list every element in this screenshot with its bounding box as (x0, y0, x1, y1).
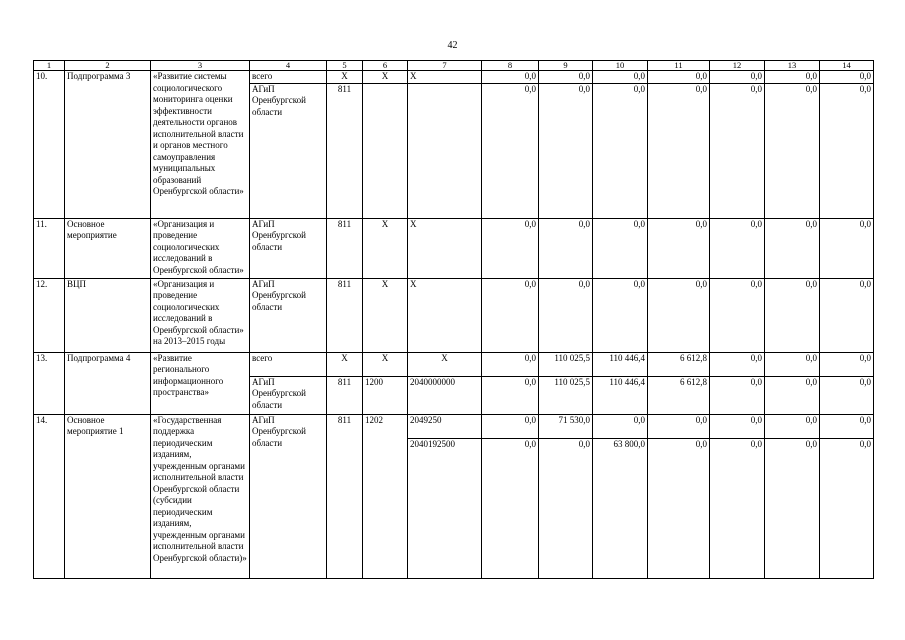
col6-cell: 1200 (363, 376, 408, 414)
value-cell: 0,0 (765, 438, 820, 578)
value-cell: 0,0 (482, 438, 539, 578)
row-type: Основное мероприятие 1 (65, 414, 151, 578)
value-cell: 0,0 (482, 218, 539, 278)
table-row (34, 278, 874, 352)
col6-cell (363, 83, 408, 218)
value-cell: 0,0 (710, 71, 765, 84)
row-type: Основное мероприятие (65, 218, 151, 278)
col6-cell: X (363, 218, 408, 278)
value-cell: 0,0 (482, 278, 539, 352)
row-type: ВЦП (65, 278, 151, 352)
value-cell: 0,0 (710, 438, 765, 578)
header-cell: 9 (539, 61, 593, 71)
value-cell: 0,0 (593, 218, 648, 278)
value-cell: 110 025,5 (539, 352, 593, 376)
executor: АГиП Оренбургской области (250, 278, 327, 352)
col7-cell: 2040000000 (408, 376, 482, 414)
col7-cell (408, 83, 482, 218)
col5-cell: 811 (327, 218, 363, 278)
row-title: «Развитие системы социологического мониторинга оценки эффективности деятельности органов исполнительной власти и органов местного самоуправления муниципальных образований Оренбургской области» (151, 71, 250, 219)
value-cell: 0,0 (593, 414, 648, 438)
col6-cell: X (363, 352, 408, 376)
value-cell: 0,0 (765, 278, 820, 352)
value-cell: 0,0 (648, 83, 710, 218)
value-cell: 0,0 (593, 83, 648, 218)
row-number: 12. (34, 278, 65, 352)
header-cell: 7 (408, 61, 482, 71)
value-cell: 0,0 (648, 438, 710, 578)
col7-cell: 2040192500 (408, 438, 482, 578)
header-cell: 2 (65, 61, 151, 71)
header-cell: 5 (327, 61, 363, 71)
value-cell: 6 612,8 (648, 376, 710, 414)
value-cell: 0,0 (482, 352, 539, 376)
value-cell: 0,0 (820, 438, 874, 578)
value-cell: 110 446,4 (593, 376, 648, 414)
value-cell: 0,0 (820, 83, 874, 218)
header-cell: 13 (765, 61, 820, 71)
value-cell: 0,0 (648, 71, 710, 84)
col6-cell: X (363, 71, 408, 84)
header-cell: 11 (648, 61, 710, 71)
executor: всего (250, 71, 327, 84)
page-number: 42 (447, 40, 458, 51)
col7-cell: X (408, 218, 482, 278)
value-cell: 0,0 (482, 376, 539, 414)
value-cell: 0,0 (710, 218, 765, 278)
value-cell: 71 530,0 (539, 414, 593, 438)
value-cell: 0,0 (593, 71, 648, 84)
col5-cell: 811 (327, 376, 363, 414)
header-cell: 1 (34, 61, 65, 71)
value-cell: 0,0 (820, 414, 874, 438)
executor: АГиП Оренбургской области (250, 83, 327, 218)
header-row (34, 61, 874, 71)
col5-cell: 811 (327, 278, 363, 352)
header-cell: 10 (593, 61, 648, 71)
header-cell: 12 (710, 61, 765, 71)
value-cell: 0,0 (710, 278, 765, 352)
table-row (34, 352, 874, 376)
col5-cell: X (327, 352, 363, 376)
header-cell: 14 (820, 61, 874, 71)
executor: АГиП Оренбургской области (250, 414, 327, 578)
value-cell: 0,0 (482, 83, 539, 218)
row-number: 14. (34, 414, 65, 578)
value-cell: 110 446,4 (593, 352, 648, 376)
col7-cell: X (408, 352, 482, 376)
executor: АГиП Оренбургской области (250, 376, 327, 414)
header-cell: 3 (151, 61, 250, 71)
table-row (34, 414, 874, 438)
value-cell: 6 612,8 (648, 352, 710, 376)
value-cell: 0,0 (539, 71, 593, 84)
value-cell: 0,0 (539, 278, 593, 352)
value-cell: 0,0 (710, 352, 765, 376)
value-cell: 0,0 (765, 218, 820, 278)
value-cell: 0,0 (648, 278, 710, 352)
value-cell: 0,0 (765, 71, 820, 84)
col5-cell: 811 (327, 414, 363, 578)
row-number: 10. (34, 71, 65, 219)
value-cell: 0,0 (820, 218, 874, 278)
value-cell: 0,0 (710, 83, 765, 218)
col6-cell: 1202 (363, 414, 408, 578)
value-cell: 110 025,5 (539, 376, 593, 414)
executor: АГиП Оренбургской области (250, 218, 327, 278)
col6-cell: X (363, 278, 408, 352)
value-cell: 0,0 (539, 83, 593, 218)
value-cell: 0,0 (648, 414, 710, 438)
header-cell: 6 (363, 61, 408, 71)
value-cell: 0,0 (710, 414, 765, 438)
value-cell: 0,0 (710, 376, 765, 414)
value-cell: 0,0 (820, 352, 874, 376)
budget-table (33, 60, 874, 579)
value-cell: 0,0 (593, 278, 648, 352)
col5-cell: X (327, 71, 363, 84)
value-cell: 0,0 (539, 218, 593, 278)
value-cell: 0,0 (482, 71, 539, 84)
row-type: Подпрограмма 4 (65, 352, 151, 414)
header-cell: 4 (250, 61, 327, 71)
value-cell: 0,0 (765, 83, 820, 218)
value-cell: 0,0 (820, 71, 874, 84)
col5-cell: 811 (327, 83, 363, 218)
value-cell: 0,0 (765, 414, 820, 438)
value-cell: 0,0 (648, 218, 710, 278)
row-type: Подпрограмма 3 (65, 71, 151, 219)
value-cell: 0,0 (539, 438, 593, 578)
row-number: 11. (34, 218, 65, 278)
value-cell: 0,0 (820, 278, 874, 352)
value-cell: 63 800,0 (593, 438, 648, 578)
value-cell: 0,0 (482, 414, 539, 438)
col7-cell: 2049250 (408, 414, 482, 438)
value-cell: 0,0 (820, 376, 874, 414)
col7-cell: X (408, 278, 482, 352)
value-cell: 0,0 (765, 352, 820, 376)
executor: всего (250, 352, 327, 376)
row-title: «Развитие регионального информационного пространства» (151, 352, 250, 414)
row-title: «Организация и проведение социологических исследований в Оренбургской области» (151, 218, 250, 278)
row-title: «Государственная поддержка периодическим изданиям, учрежденным органами исполнительной власти Оренбургской области (субсидии периодическим изданиям, учрежденным органами исполнительной власти Оренбургской области)» (151, 414, 250, 578)
table-row (34, 218, 874, 278)
header-cell: 8 (482, 61, 539, 71)
value-cell: 0,0 (765, 376, 820, 414)
row-number: 13. (34, 352, 65, 414)
table-row (34, 71, 874, 84)
col7-cell: X (408, 71, 482, 84)
row-title: «Организация и проведение социологических исследований в Оренбургской области» на 2013–2015 годы (151, 278, 250, 352)
